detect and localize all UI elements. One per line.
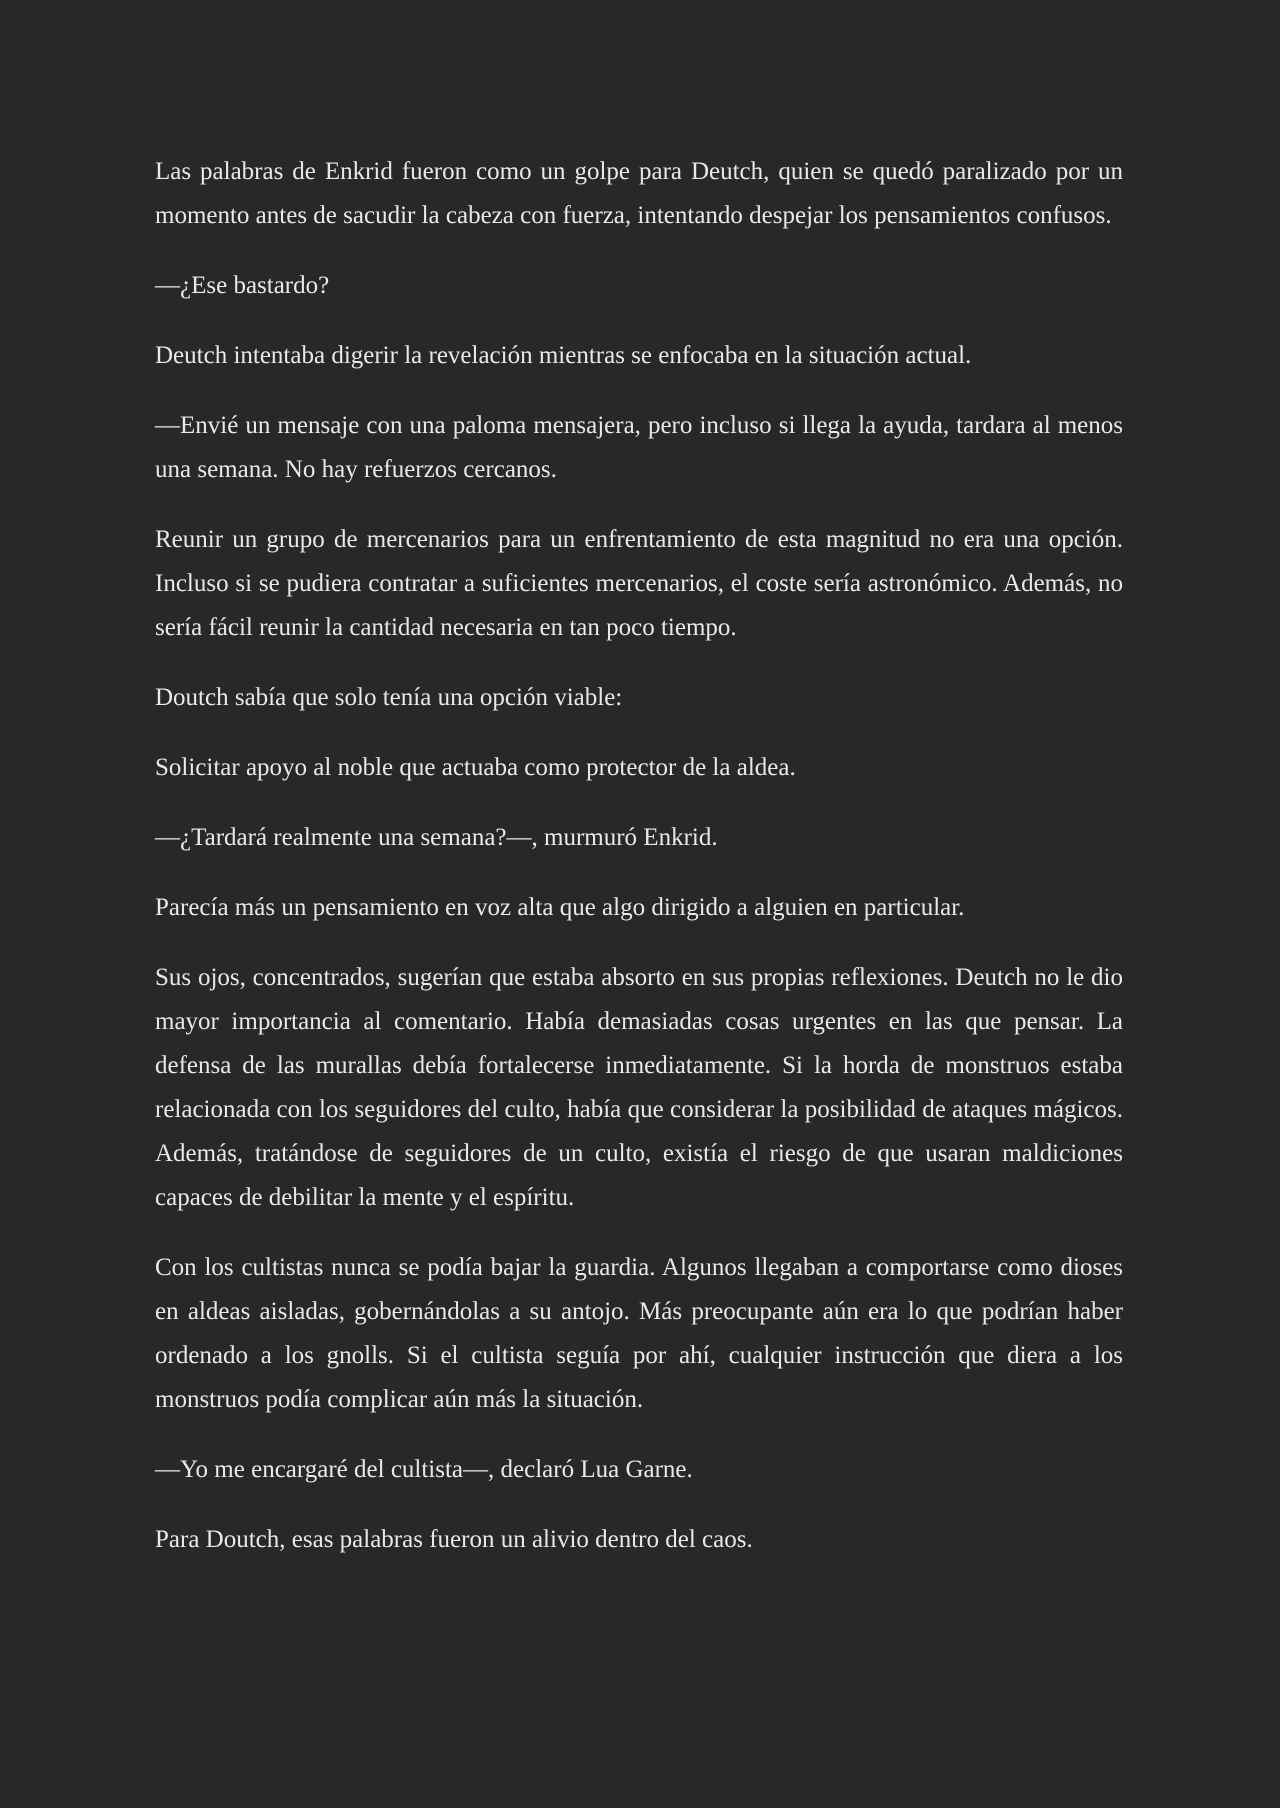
paragraph: —¿Ese bastardo?	[155, 272, 330, 299]
paragraph: Doutch sabía que solo tenía una opción viable:	[155, 684, 623, 711]
paragraph: —Envié un mensaje con una paloma mensajera, pero incluso si llega la ayuda, tardara al menos una semana. No hay refuerzos cercanos.	[155, 412, 1123, 483]
paragraph: —Yo me encargaré del cultista—, declaró Lua Garne.	[155, 1456, 693, 1483]
paragraph: Sus ojos, concentrados, sugerían que estaba absorto en sus propias reflexiones. Deutch no le dio mayor importancia al comentario. Había demasiadas cosas urgentes en las que pensar. La defensa de las murallas debía fortalecerse inmediatamente. Si la horda de monstruos estaba relacionada con los seguidores del culto, había que considerar la posibilidad de ataques mágicos. Además, tratándose de seguidores de un culto, existía el riesgo de que usaran maldiciones capaces de debilitar la mente y el espíritu.	[155, 964, 1123, 1211]
paragraph: Parecía más un pensamiento en voz alta que algo dirigido a alguien en particular.	[155, 894, 965, 921]
paragraph: Solicitar apoyo al noble que actuaba como protector de la aldea.	[155, 754, 796, 781]
paragraph: Con los cultistas nunca se podía bajar la guardia. Algunos llegaban a comportarse como dioses en aldeas aisladas, gobernándolas a su antojo. Más preocupante aún era lo que podrían haber ordenado a los gnolls. Si el cultista seguía por ahí, cualquier instrucción que diera a los monstruos podía complicar aún más la situación.	[155, 1254, 1123, 1413]
paragraph: —¿Tardará realmente una semana?—, murmuró Enkrid.	[155, 824, 718, 851]
chapter-text	[155, 150, 1123, 1588]
paragraph: Para Doutch, esas palabras fueron un alivio dentro del caos.	[155, 1526, 753, 1553]
paragraph: Deutch intentaba digerir la revelación mientras se enfocaba en la situación actual.	[155, 342, 972, 369]
paragraph: Reunir un grupo de mercenarios para un enfrentamiento de esta magnitud no era una opción. Incluso si se pudiera contratar a suficientes mercenarios, el coste sería astronómico. Además, no sería fácil reunir la cantidad necesaria en tan poco tiempo.	[155, 526, 1123, 641]
paragraph: Las palabras de Enkrid fueron como un golpe para Deutch, quien se quedó paralizado por un momento antes de sacudir la cabeza con fuerza, intentando despejar los pensamientos confusos.	[155, 158, 1123, 229]
